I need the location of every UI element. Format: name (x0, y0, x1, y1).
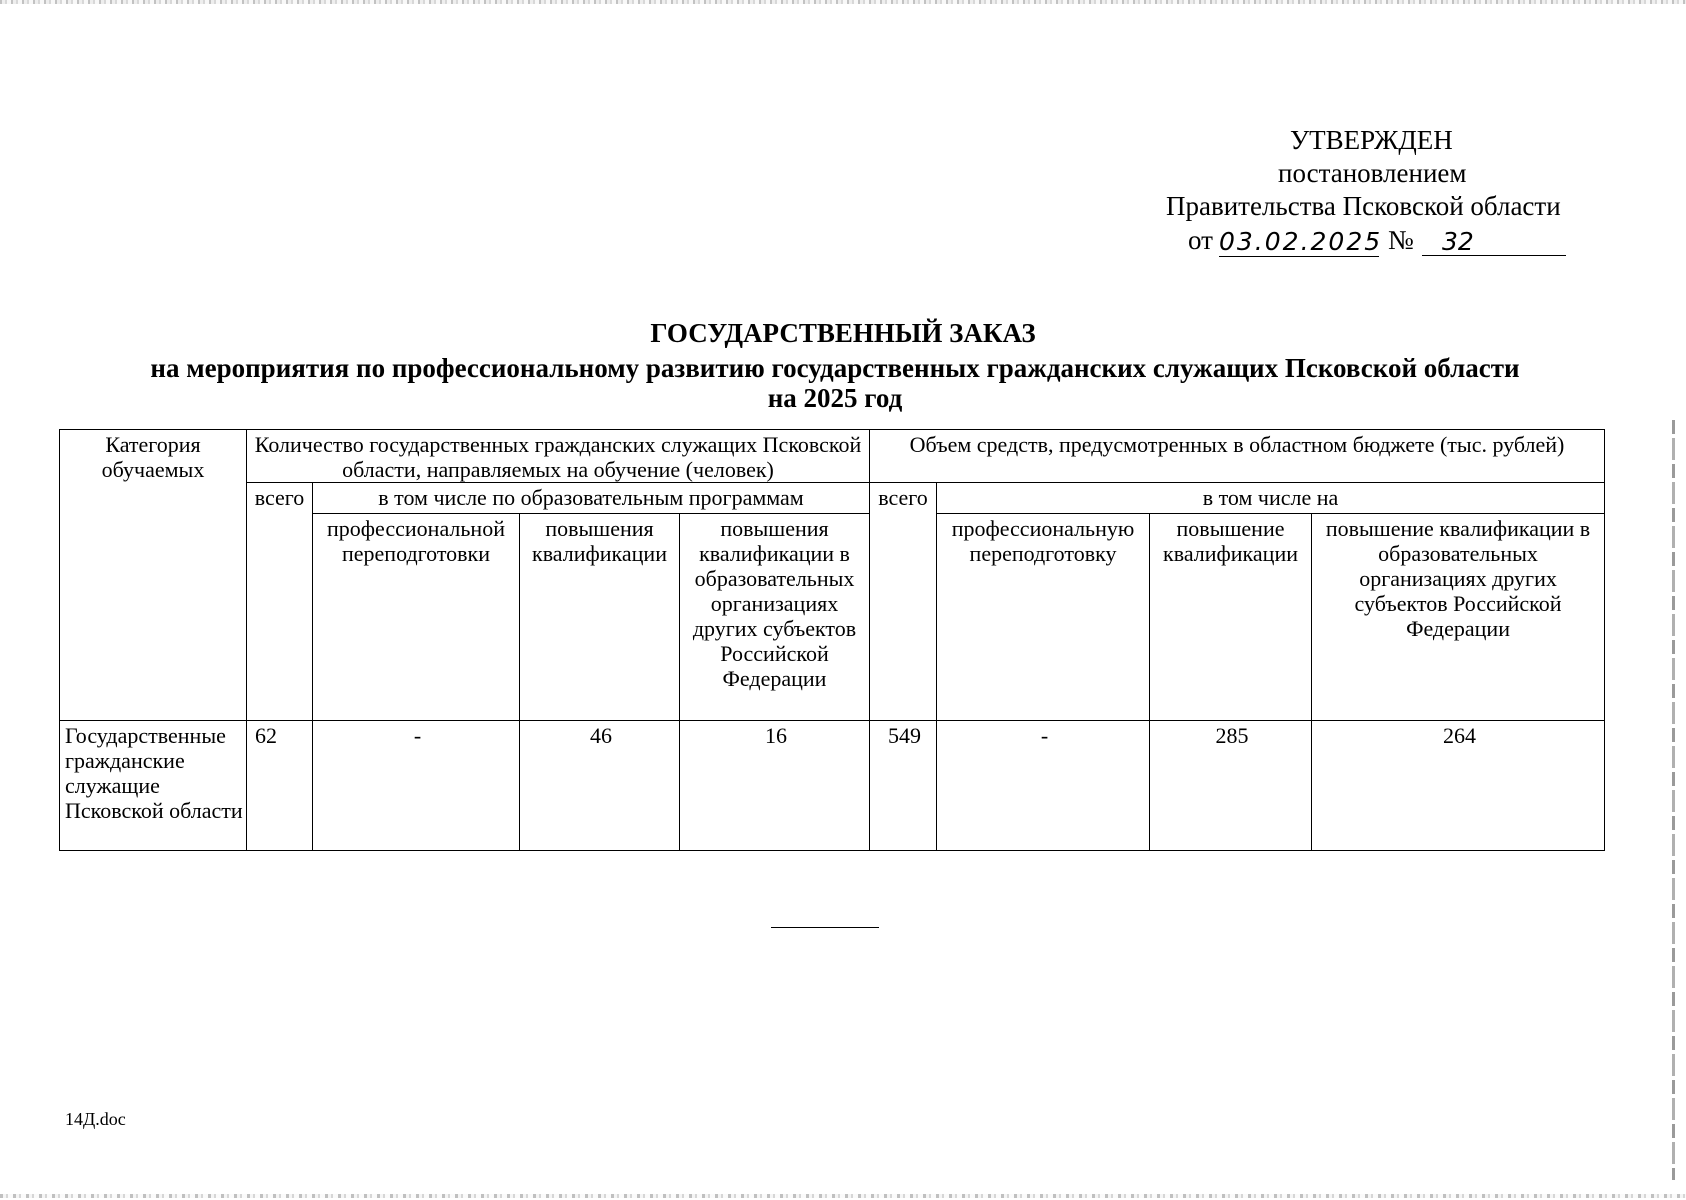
approval-by: постановлением (1278, 158, 1467, 188)
scan-edge-bottom (0, 1194, 1686, 1198)
approval-heading: УТВЕРЖДЕН (1290, 125, 1453, 155)
header-row-2 (60, 483, 1605, 514)
header-category: Категория обучаемых (60, 430, 247, 721)
cell-budget-qualification: 285 (1150, 721, 1312, 851)
document-title: ГОСУДАРСТВЕННЫЙ ЗАКАЗ (650, 318, 1036, 348)
header-row-1 (60, 430, 1605, 483)
header-qualification-other-budget: повышение квалификации в образовательных организациях других субъектов Российской Федерации (1312, 514, 1605, 721)
table-row (60, 721, 1605, 851)
scan-edge-top (0, 0, 1686, 4)
header-count-total: всего (247, 483, 313, 721)
approval-number: 32 (1422, 227, 1566, 256)
approval-from-label: от (1188, 225, 1213, 255)
cell-count-total: 62 (247, 721, 313, 851)
document-year: на 2025 год (767, 383, 903, 413)
header-including-programs: в том числе по образовательным программам (313, 483, 870, 514)
cell-count-qualification-other: 16 (680, 721, 870, 851)
approval-date: 03.02.2025 (1219, 227, 1383, 256)
header-budget-total: всего (870, 483, 937, 721)
approval-number-label: № (1388, 225, 1414, 255)
footer-file-name: 14Д.doc (65, 1109, 126, 1129)
scan-edge-right (1672, 420, 1675, 1180)
cell-budget-qualification-other: 264 (1312, 721, 1605, 851)
header-including-on: в том числе на (937, 483, 1605, 514)
header-qualification-other-count: повышения квалификации в образовательных организациях других субъектов Российской Федерации (680, 514, 870, 721)
header-qualification-budget: повышение квалификации (1150, 514, 1312, 721)
header-prof-retraining-count: профессиональной переподготовки (313, 514, 520, 721)
header-count-group: Количество государственных гражданских служащих Псковской области, направляемых на обучение (человек) (247, 430, 870, 483)
header-prof-retraining-budget: профессиональную переподготовку (937, 514, 1150, 721)
document-subtitle: на мероприятия по профессиональному развитию государственных гражданских служащих Псковской области (150, 353, 1520, 383)
header-qualification-count: повышения квалификации (520, 514, 680, 721)
row-category: Государственные гражданские служащие Псковской области (60, 721, 247, 851)
header-budget-group: Объем средств, предусмотренных в областном бюджете (тыс. рублей) (870, 430, 1605, 483)
cell-budget-total: 549 (870, 721, 937, 851)
cell-count-qualification: 46 (520, 721, 680, 851)
order-table (59, 429, 1605, 851)
approval-authority: Правительства Псковской области (1166, 191, 1561, 221)
cell-budget-prof-retraining: - (937, 721, 1150, 851)
end-divider (771, 927, 879, 928)
cell-count-prof-retraining: - (313, 721, 520, 851)
